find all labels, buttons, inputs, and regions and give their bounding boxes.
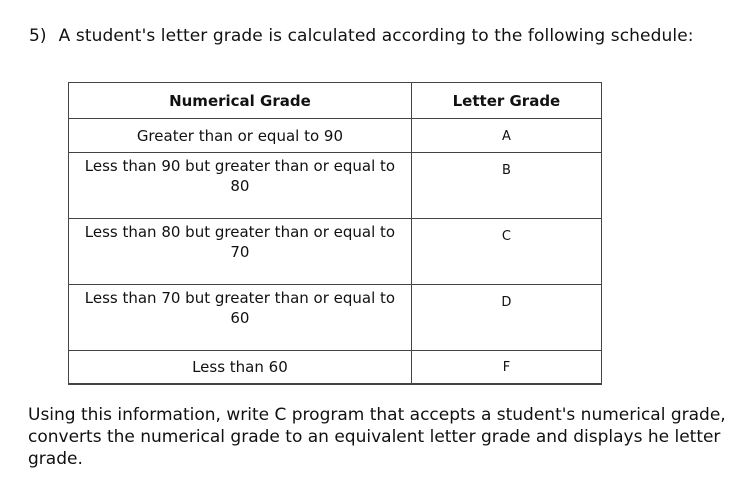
table-row	[69, 153, 602, 219]
numerical-grade-text: Less than 80 but greater than or equal to 70	[84, 223, 396, 261]
numerical-grade-cell	[69, 153, 412, 219]
letter-grade-text: B	[501, 163, 511, 178]
letter-grade-text: D	[501, 295, 512, 310]
header-numerical-grade: Numerical Grade	[69, 83, 412, 119]
letter-grade-text: A	[501, 128, 511, 144]
letter-grade-text: C	[501, 229, 511, 244]
table-row	[69, 119, 602, 153]
numerical-grade-cell	[69, 351, 412, 385]
question-text: A student's letter grade is calculated according to the following schedule:	[58, 26, 694, 46]
numerical-grade-cell	[69, 219, 412, 285]
numerical-grade-text: Less than 70 but greater than or equal to 60	[84, 289, 396, 327]
letter-grade-cell	[411, 351, 601, 385]
table-row	[69, 351, 602, 385]
question-heading	[29, 26, 694, 46]
question-number: 5)	[29, 26, 47, 46]
numerical-grade-cell	[69, 119, 412, 153]
letter-grade-cell	[411, 119, 601, 153]
numerical-grade-text: Greater than or equal to 90	[136, 126, 344, 145]
numerical-grade-text: Less than 60	[192, 358, 288, 376]
table-row	[69, 285, 602, 351]
numerical-grade-cell	[69, 285, 412, 351]
table-row	[69, 219, 602, 285]
letter-grade-cell	[411, 285, 601, 351]
letter-grade-text: F	[502, 360, 511, 375]
letter-grade-cell	[411, 153, 601, 219]
instructions-paragraph: Using this information, write C program that accepts a student's numerical grade, converts the numerical grade to an equivalent letter grade and displays he letter grade.	[28, 405, 726, 469]
table-header-row	[69, 83, 602, 119]
grade-schedule-table	[68, 82, 602, 385]
numerical-grade-text: Less than 90 but greater than or equal to 80	[84, 157, 396, 195]
header-letter-grade: Letter Grade	[411, 83, 601, 119]
letter-grade-cell	[411, 219, 601, 285]
